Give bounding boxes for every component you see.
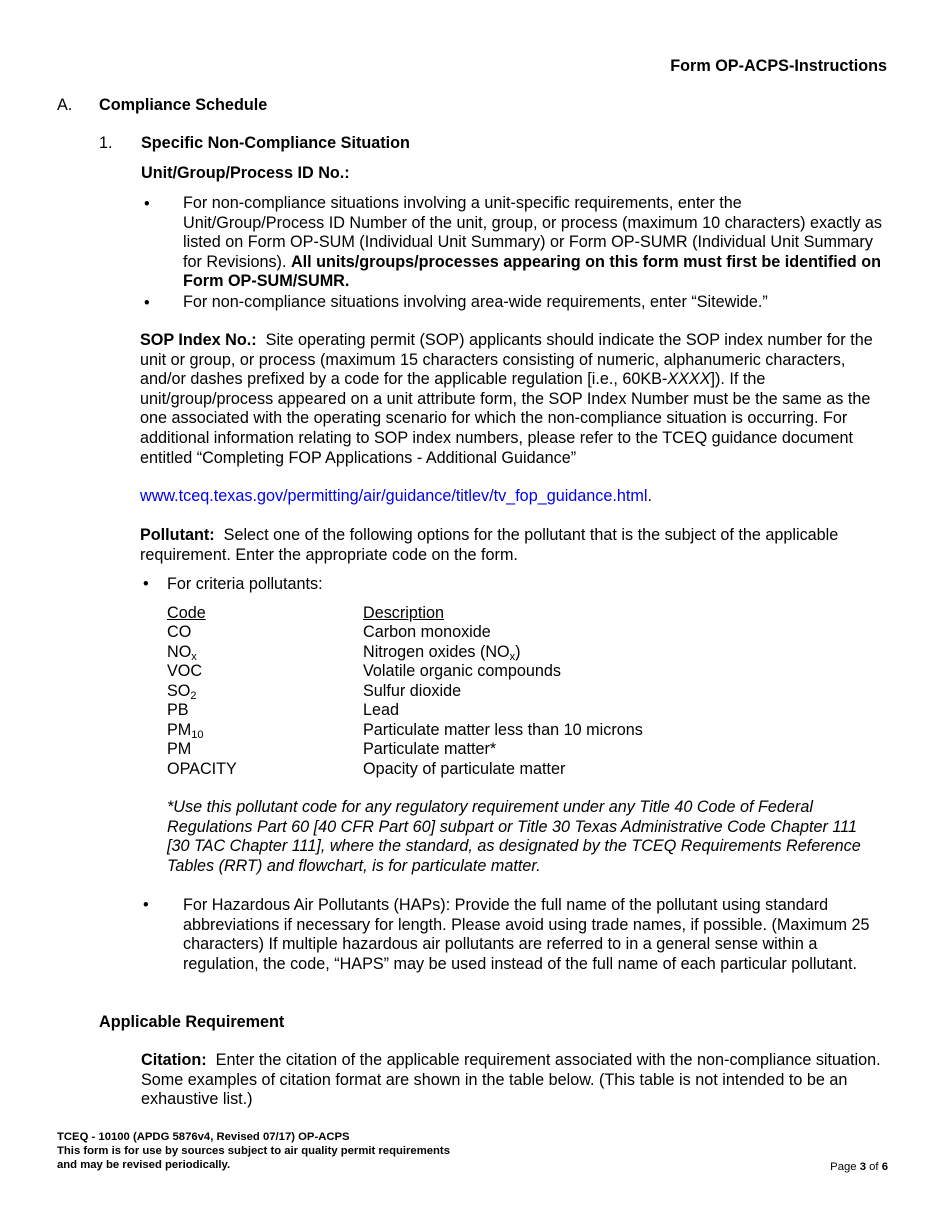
table-row <box>167 682 727 702</box>
table-cell-description: Lead <box>363 701 400 719</box>
citation-paragraph <box>141 1051 901 1110</box>
form-title: Form OP-ACPS-Instructions <box>670 57 887 75</box>
table-header-code: Code <box>167 604 206 622</box>
table-cell-code: OPACITY <box>167 760 237 778</box>
table-row <box>167 721 727 741</box>
table-row <box>167 623 727 643</box>
citation-text: Enter the citation of the applicable requirement associated with the non-compliance situation. Some examples of citation format are shown in the table below. (This table is not intended to be an exhaustive list.) <box>141 1051 881 1109</box>
table-cell-description: Opacity of particulate matter <box>363 760 566 778</box>
pollutant-text: Select one of the following options for the pollutant that is the subject of the applicable requirement. Enter the appropriate code on the form. <box>140 526 839 564</box>
footer-line-1: TCEQ - 10100 (APDG 5876v4, Revised 07/17) OP-ACPS <box>57 1131 350 1143</box>
bullet-icon: • <box>143 896 149 914</box>
section-letter: A. <box>57 96 73 114</box>
page-number: Page 3 of 6 <box>830 1161 888 1173</box>
criteria-intro: For criteria pollutants: <box>167 575 323 593</box>
bullet-icon: • <box>144 195 150 213</box>
sop-text-b: ]). If the unit/group/process appeared on a unit attribute form, the SOP Index Number must be the same as the one associated with the operating scenario for which the non-compliance situation is occurring. For additional information relating to SOP index numbers, please refer to the TCEQ guidance document entitled “Completing FOP Applications - Additional Guidance” <box>140 370 871 467</box>
footer-info <box>57 1130 450 1172</box>
table-cell-code: PM <box>167 740 192 758</box>
pollutant-paragraph <box>140 526 895 565</box>
unit-bullet-1-text: For non-compliance situations involving a unit-specific requirements, enter the Unit/Group/Process ID Number of the unit, group, or process (maximum 10 characters) exactly as listed on Form OP-SUM (Individual Unit Summary) or Form OP-SUMR (Individual Unit Summary for Revisions). <box>183 194 883 271</box>
table-row <box>167 662 727 682</box>
table-row <box>167 740 727 760</box>
table-cell-description: Particulate matter less than 10 microns <box>363 721 643 739</box>
table-row <box>167 701 727 721</box>
table-cell-code: CO <box>167 623 192 641</box>
guidance-link[interactable]: www.tceq.texas.gov/permitting/air/guidance/titlev/tv_fop_guidance.html <box>140 487 648 505</box>
table-cell-description: Sulfur dioxide <box>363 682 462 700</box>
unit-group-heading: Unit/Group/Process ID No.: <box>141 164 350 182</box>
bullet-icon: • <box>144 294 150 312</box>
guidance-link-line <box>140 487 652 507</box>
haps-bullet: For Hazardous Air Pollutants (HAPs): Provide the full name of the pollutant using standard abbreviations if necessary for length. Please avoid using trade names, if possible. (Maximum 25 characters) If multiple hazardous air pollutants are referred to in a general sense within a regulation, the code, “HAPS” may be used instead of the full name of each particular pollutant. <box>183 896 870 973</box>
pollutant-label: Pollutant: <box>140 526 215 544</box>
subsection-number: 1. <box>99 134 113 152</box>
table-header-description: Description <box>363 604 444 622</box>
table-cell-code: $PM_{10}$ <box>167 721 204 741</box>
table-cell-code: PB <box>167 701 189 719</box>
table-cell-code: VOC <box>167 662 203 680</box>
sop-text-italic: XXXX <box>667 370 711 389</box>
subsection-title: Specific Non-Compliance Situation <box>141 134 410 152</box>
guidance-link-suffix: . <box>647 487 652 505</box>
footer-line-2: This form is for use by sources subject to air quality permit requirements <box>57 1145 450 1157</box>
applicable-heading: Applicable Requirement <box>99 1013 285 1031</box>
table-row <box>167 643 727 663</box>
table-cell-code: $SO_2$ <box>167 682 197 702</box>
unit-bullet-2: For non-compliance situations involving area-wide requirements, enter “Sitewide.” <box>183 293 768 311</box>
sop-paragraph <box>140 331 895 468</box>
table-row <box>167 760 727 780</box>
footer-line-3: and may be revised periodically. <box>57 1159 231 1171</box>
unit-bullet-1-bold: All units/groups/processes appearing on this form must first be identified on Form OP-SUM/SUMR. <box>183 252 881 291</box>
pm-footnote: *Use this pollutant code for any regulatory requirement under any Title 40 Code of Federal Regulations Part 60 [40 CFR Part 60] subpart or Title 30 Texas Administrative Code Chapter 111 [30 TAC Chapter 111], where the standard, as designated by the TCEQ Requirements Reference Tables (RRT) and flowchart, is for particulate matter. <box>167 798 861 875</box>
table-cell-description: Carbon monoxide <box>363 623 491 641</box>
table-cell-description: Nitrogen oxides $(NO_x)$ <box>363 643 521 663</box>
unit-bullet-1 <box>183 194 883 292</box>
sop-label: SOP Index No.: <box>140 331 257 349</box>
bullet-icon: • <box>143 575 149 593</box>
citation-label: Citation: <box>141 1051 207 1069</box>
table-cell-code: $NO_x$ <box>167 643 197 663</box>
table-cell-description: Volatile organic compounds <box>363 662 561 680</box>
section-title: Compliance Schedule <box>99 96 268 114</box>
sop-text-a: Site operating permit (SOP) applicants should indicate the SOP index number for the unit or group, or process (maximum 15 characters consisting of numeric, alphanumeric characters, and/or dashes prefixed by a code for the applicable regulation [i.e., 60KB- <box>140 331 873 389</box>
table-cell-description: Particulate matter* <box>363 740 497 758</box>
table-header <box>167 604 727 624</box>
